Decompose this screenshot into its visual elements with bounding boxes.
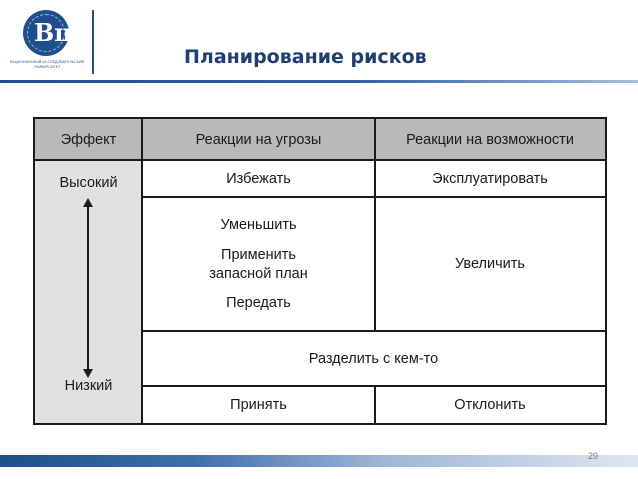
cell-enhance: Увеличить [455, 256, 525, 272]
cell-avoid: Избежать [226, 171, 291, 187]
grid-line-col2-top [374, 119, 376, 330]
header-rule [0, 80, 638, 83]
cell-reject: Отклонить [454, 397, 526, 413]
cell-contingency-line-2: запасной план [209, 266, 308, 282]
cell-transfer: Передать [226, 295, 291, 311]
page-title: Планирование рисков [184, 46, 427, 68]
grid-line-col2-bottom [374, 385, 376, 423]
cell-exploit: Эксплуатировать [432, 171, 548, 187]
footer-bar [0, 455, 638, 467]
logo-caption: НАЦИОНАЛЬНЫЙ ИССЛЕДОВАТЕЛЬСКИЙ УНИВЕРСИТЕТ [9, 60, 85, 69]
cell-share: Разделить с кем-то [308, 350, 439, 367]
effect-arrow-shaft [87, 205, 89, 371]
header-cell-effect: Эффект [35, 119, 142, 160]
arrow-down-icon [83, 369, 93, 378]
cell-reduce: Уменьшить [220, 217, 297, 233]
grid-line-row2 [142, 330, 605, 332]
slide-header [0, 0, 638, 80]
logo-mark: Вш [34, 18, 81, 47]
cell-accept: Принять [230, 397, 287, 413]
slide-number: 29 [588, 451, 599, 461]
university-logo [8, 10, 86, 76]
header-cell-threats: Реакции на угрозы [142, 119, 375, 160]
risk-response-table [33, 117, 607, 425]
grid-line-col1 [141, 119, 143, 423]
header-divider [92, 10, 94, 74]
header-cell-opportunities: Реакции на возможности [375, 119, 605, 160]
cell-contingency-line-1: Применить [221, 247, 296, 263]
effect-low-label: Низкий [64, 378, 113, 394]
grid-line-header [35, 159, 605, 161]
effect-high-label: Высокий [59, 175, 118, 191]
